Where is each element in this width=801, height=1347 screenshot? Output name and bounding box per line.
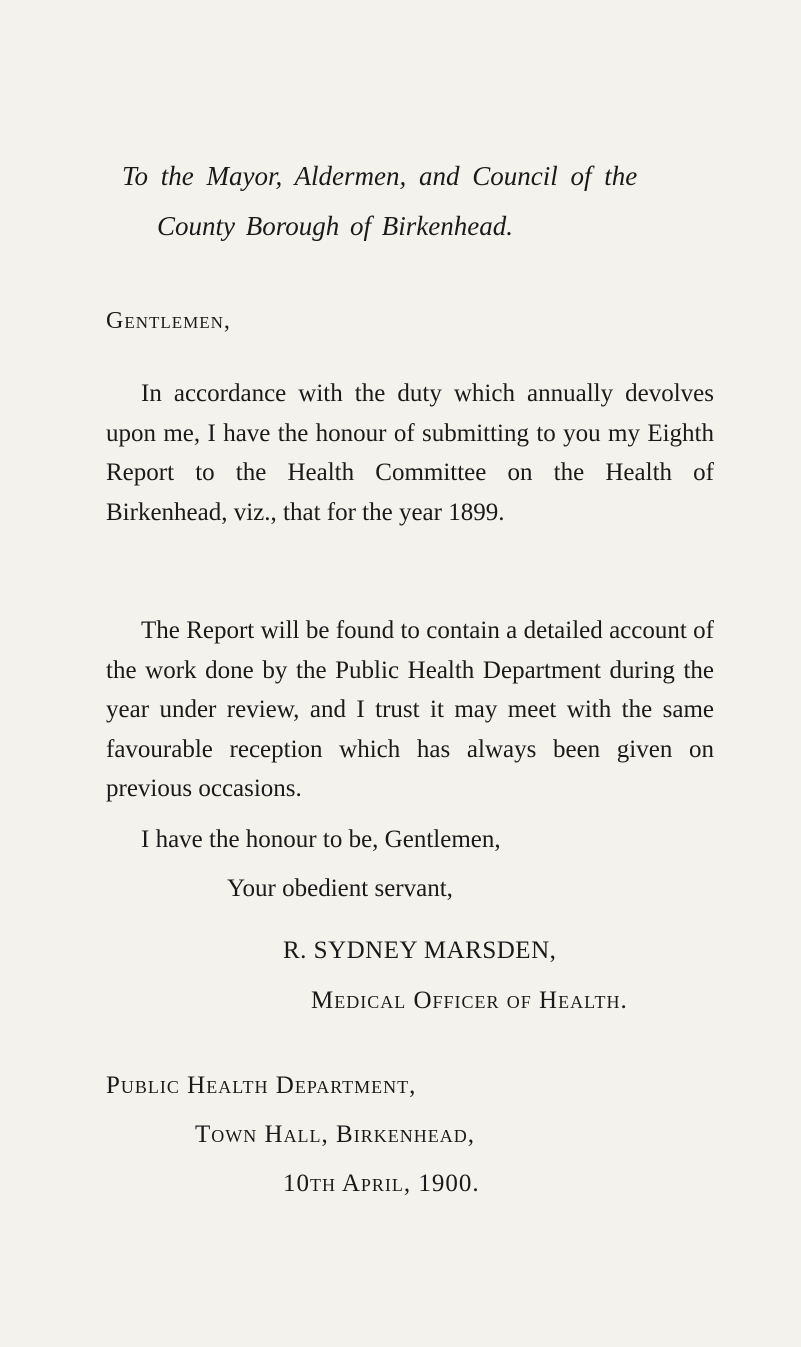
address-line-2: County Borough of Birkenhead. [157,211,513,241]
date-line: 10th April, 1900. [283,1170,480,1197]
paragraph-1: In accordance with the duty which annually devolves upon me, I have the honour of submitting to you my Eighth Report to the Health Committee on the Health of Birkenhead, viz., that for the year 1899. [106,380,714,526]
location-line: Town Hall, Birkenhead, [195,1121,475,1148]
address-line-1: To the Mayor, Aldermen, and Council of the [122,161,638,191]
closing-line-2: Your obedient servant, [227,875,453,902]
signer-name: R. SYDNEY MARSDEN, [283,937,557,964]
department-line: Public Health Department, [106,1072,417,1099]
signer-title: Medical Officer of Health. [311,987,628,1014]
paragraph-2: The Report will be found to contain a detailed account of the work done by the Public Health Department during the year under review, and I trust it may meet with the same favourable reception which has always been given on previous occasions. [106,617,714,802]
salutation: Gentlemen, [106,308,231,334]
closing-line-1: I have the honour to be, Gentlemen, [141,826,501,853]
